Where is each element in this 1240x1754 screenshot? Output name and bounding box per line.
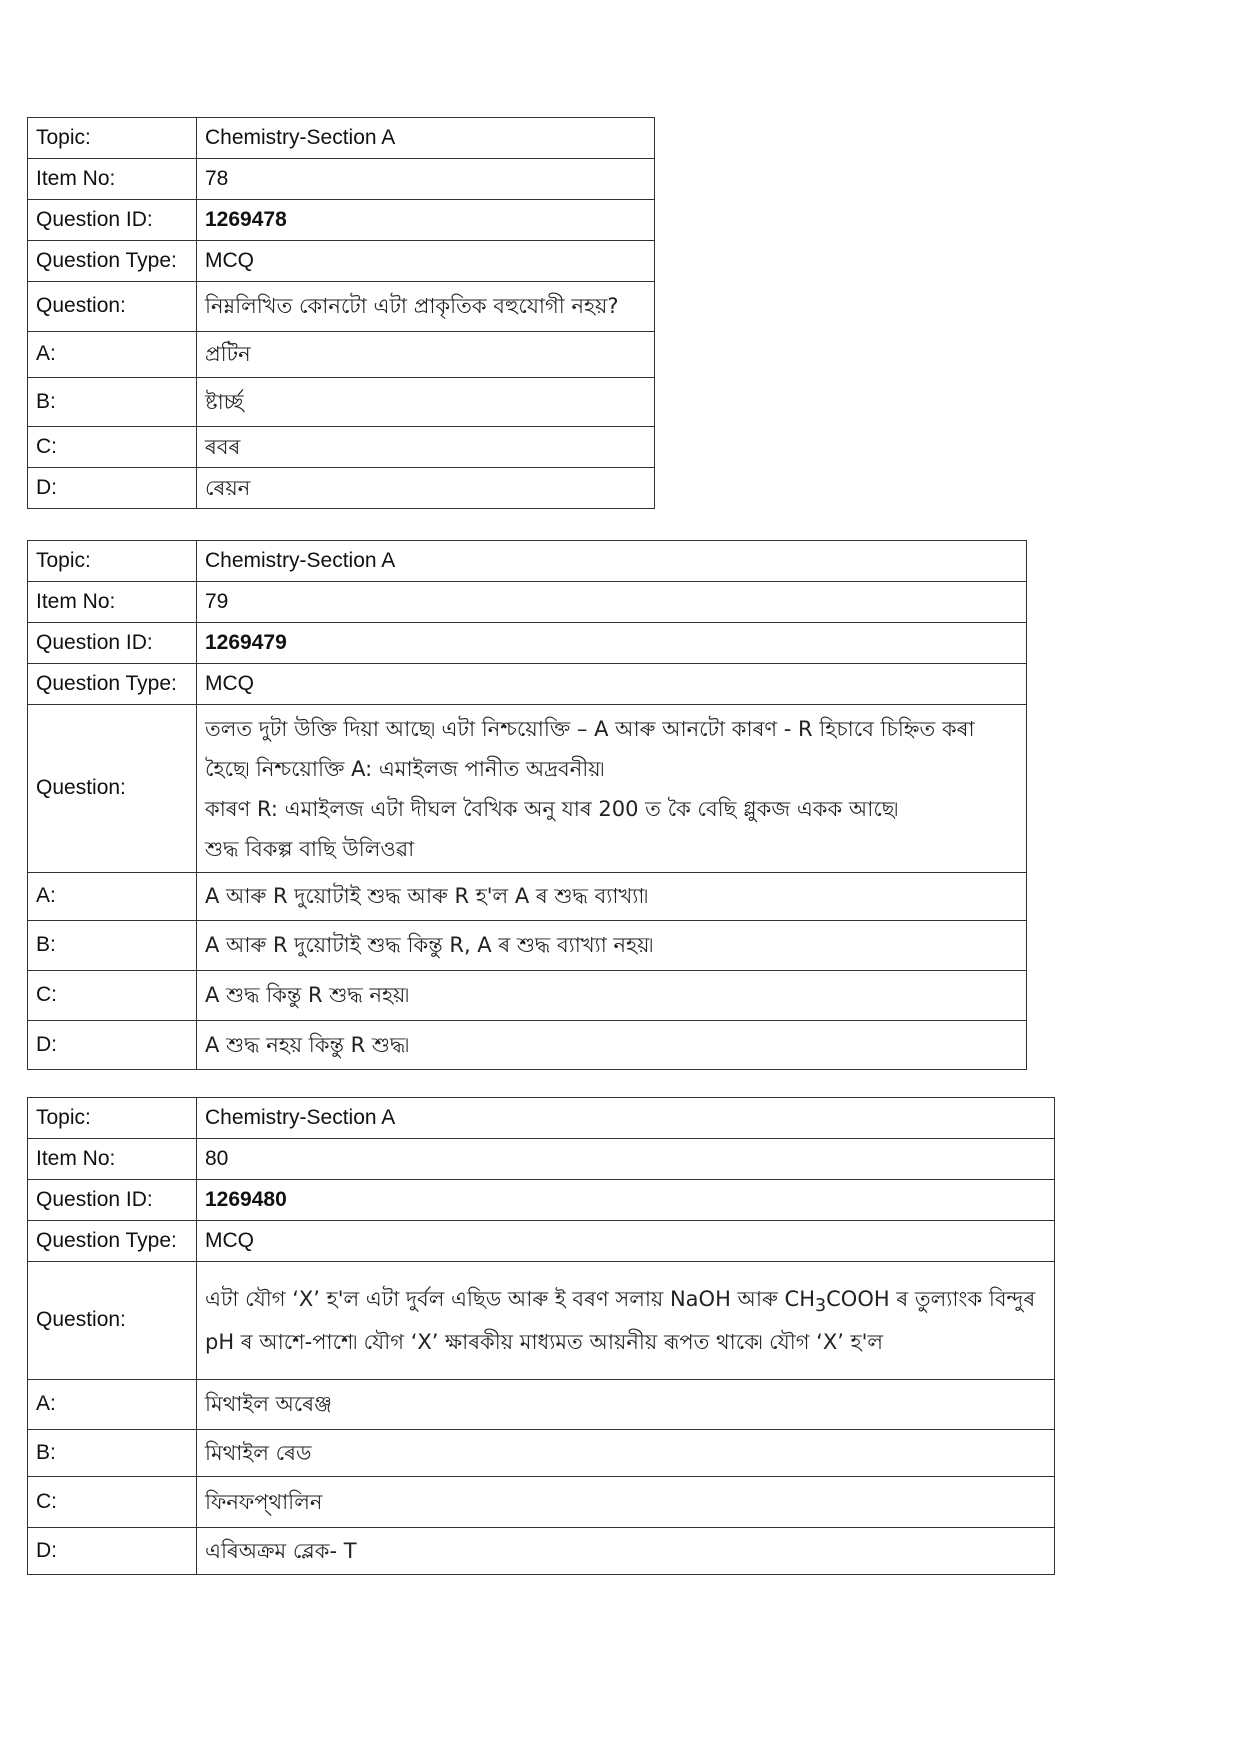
qtype-label: Question Type: <box>28 1221 197 1262</box>
option-row-b <box>28 921 1027 971</box>
question-table-80 <box>27 1097 1055 1575</box>
option-row-a <box>28 332 655 378</box>
topic-row <box>28 541 1027 582</box>
option-label-b: B: <box>28 378 197 427</box>
item-value: 78 <box>197 159 655 200</box>
qid-row <box>28 1180 1055 1221</box>
question-text <box>197 1262 1055 1380</box>
topic-row <box>28 118 655 159</box>
option-text-c: A শুদ্ধ কিন্তু R শুদ্ধ নহয়৷ <box>197 971 1027 1021</box>
option-text-b: মিথাইল ৰেড <box>197 1430 1055 1477</box>
option-row-d <box>28 1528 1055 1575</box>
option-row-c <box>28 427 655 468</box>
question-line-1: তলত দুটা উক্তি দিয়া আছে৷ এটা নিশ্চয়োক্তি – A আৰু আনটো কাৰণ - R হিচাবে চিহ্নিত কৰা হৈছে৷ নিশ্চয়োক্তি A: এমাইলজ পানীত অদ্ৰবনীয়৷ <box>205 716 975 781</box>
qtype-value: MCQ <box>197 664 1027 705</box>
topic-value: Chemistry-Section A <box>197 118 655 159</box>
qtype-row <box>28 664 1027 705</box>
option-row-d <box>28 1021 1027 1070</box>
option-row-d <box>28 468 655 509</box>
item-row <box>28 1139 1055 1180</box>
option-label-a: A: <box>28 873 197 921</box>
option-text-c: ফিনফপ্থালিন <box>197 1477 1055 1528</box>
qid-label: Question ID: <box>28 1180 197 1221</box>
question-label: Question: <box>28 705 197 873</box>
question-line-2: কাৰণ R: এমাইলজ এটা দীঘল বৈখিক অনু যাৰ 200 ত কৈ বেছি গ্লুকজ একক আছে৷ <box>205 796 899 821</box>
option-row-b <box>28 1430 1055 1477</box>
question-row <box>28 705 1027 873</box>
topic-value: Chemistry-Section A <box>197 1098 1055 1139</box>
question-row <box>28 1262 1055 1380</box>
qid-row <box>28 623 1027 664</box>
option-label-a: A: <box>28 1380 197 1430</box>
option-label-d: D: <box>28 468 197 509</box>
option-text-a: প্ৰটিন <box>197 332 655 378</box>
option-label-c: C: <box>28 971 197 1021</box>
item-label: Item No: <box>28 582 197 623</box>
subscript-3: 3 <box>815 1296 827 1317</box>
option-label-c: C: <box>28 1477 197 1528</box>
question-text: নিম্নলিখিত কোনটো এটা প্ৰাকৃতিক বহুযোগী নহয়? <box>197 282 655 332</box>
qtype-label: Question Type: <box>28 664 197 705</box>
option-text-c: ৰবৰ <box>197 427 655 468</box>
option-text-d: এৰিঅক্ৰম ব্লেক- T <box>197 1528 1055 1575</box>
qid-label: Question ID: <box>28 200 197 241</box>
option-label-b: B: <box>28 1430 197 1477</box>
qtype-label: Question Type: <box>28 241 197 282</box>
option-row-a <box>28 873 1027 921</box>
qid-value: 1269479 <box>197 623 1027 664</box>
option-label-d: D: <box>28 1021 197 1070</box>
topic-row <box>28 1098 1055 1139</box>
topic-label: Topic: <box>28 118 197 159</box>
question-line-3: শুদ্ধ বিকল্প বাছি উলিওৱা <box>205 836 415 861</box>
qtype-value: MCQ <box>197 1221 1055 1262</box>
qid-value: 1269478 <box>197 200 655 241</box>
qtype-row <box>28 1221 1055 1262</box>
item-label: Item No: <box>28 1139 197 1180</box>
option-row-b <box>28 378 655 427</box>
option-label-d: D: <box>28 1528 197 1575</box>
item-label: Item No: <box>28 159 197 200</box>
option-label-c: C: <box>28 427 197 468</box>
option-text-d: ৰেয়ন <box>197 468 655 509</box>
qid-value: 1269480 <box>197 1180 1055 1221</box>
option-row-c <box>28 971 1027 1021</box>
qid-row <box>28 200 655 241</box>
question-text-part-1: এটা যৌগ ‘X’ হ'ল এটা দুৰ্বল এছিড আৰু ই বৰণ সলায় NaOH আৰু CH <box>205 1286 815 1311</box>
option-label-a: A: <box>28 332 197 378</box>
question-table-78 <box>27 117 655 509</box>
item-value: 80 <box>197 1139 1055 1180</box>
item-value: 79 <box>197 582 1027 623</box>
option-row-c <box>28 1477 1055 1528</box>
qid-label: Question ID: <box>28 623 197 664</box>
option-label-b: B: <box>28 921 197 971</box>
question-label: Question: <box>28 1262 197 1380</box>
question-label: Question: <box>28 282 197 332</box>
question-row <box>28 282 655 332</box>
option-text-a: মিথাইল অৰেঞ্জ <box>197 1380 1055 1430</box>
question-text-part-2: COOH ৰ তুল্যাংক বিন্দুৰ pH ৰ আশে-পাশে৷ যৌগ ‘X’ ক্ষাৰকীয় মাধ্যমত আয়নীয় ৰূপত থাকে৷ যৌগ ‘X’ হ'ল <box>205 1286 1036 1355</box>
qtype-row <box>28 241 655 282</box>
topic-label: Topic: <box>28 1098 197 1139</box>
option-text-b: A আৰু R দুয়োটাই শুদ্ধ কিন্তু R, A ৰ শুদ্ধ ব্যাখ্যা নহয়৷ <box>197 921 1027 971</box>
option-text-b: ষ্টাৰ্চ্ছ <box>197 378 655 427</box>
question-text <box>197 705 1027 873</box>
question-table-79 <box>27 540 1027 1070</box>
option-row-a <box>28 1380 1055 1430</box>
item-row <box>28 159 655 200</box>
item-row <box>28 582 1027 623</box>
qtype-value: MCQ <box>197 241 655 282</box>
option-text-d: A শুদ্ধ নহয় কিন্তু R শুদ্ধ৷ <box>197 1021 1027 1070</box>
topic-label: Topic: <box>28 541 197 582</box>
option-text-a: A আৰু R দুয়োটাই শুদ্ধ আৰু R হ'ল A ৰ শুদ্ধ ব্যাখ্যা৷ <box>197 873 1027 921</box>
topic-value: Chemistry-Section A <box>197 541 1027 582</box>
